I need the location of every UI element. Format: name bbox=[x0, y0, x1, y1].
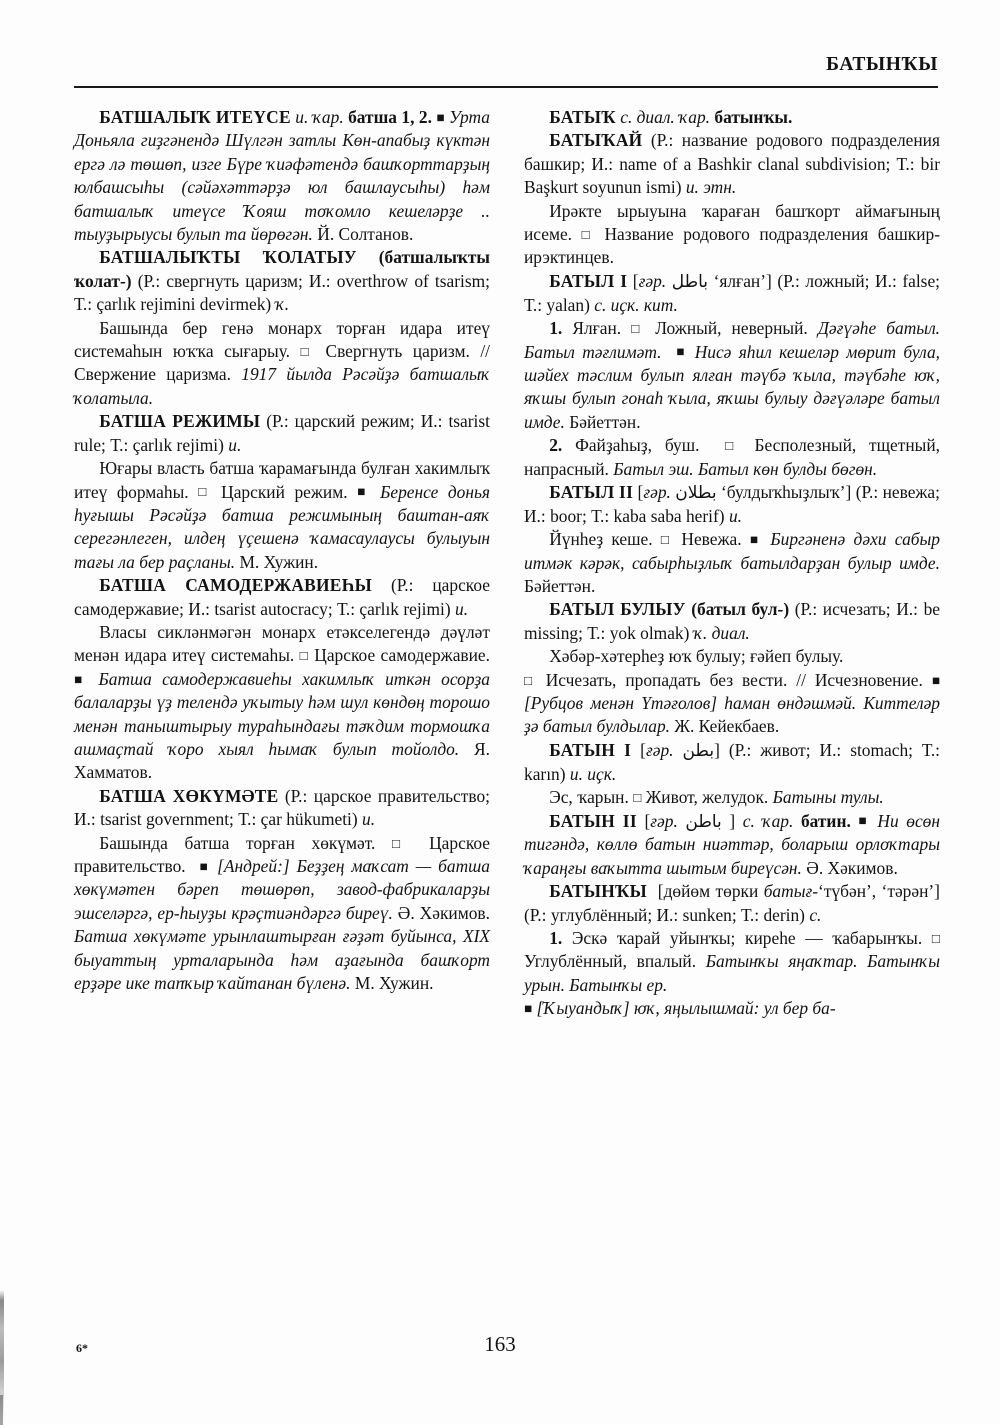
etymology-meaning: ‘булдыҡһыҙлыҡ’ bbox=[721, 481, 846, 502]
grammar-label: с. ҡар. bbox=[742, 810, 794, 831]
headword: БАТЫЛ I bbox=[549, 270, 628, 291]
definition-bashkir: Эскә ҡарай уйынҡы; киреһе — ҡабарынҡы. bbox=[571, 928, 923, 949]
grammar-label: с. диал. ҡар. bbox=[620, 107, 711, 127]
grammar-label: ҡ. диал. bbox=[693, 622, 750, 643]
definition-russian: Царский режим. bbox=[221, 481, 348, 502]
translation-glosses: (Р.: невежа; И.: boor; Т.: kaba saba herif) bbox=[524, 481, 940, 526]
translation-glosses: (Р.: царское правительство; И.: tsarist government; Т.: çar hükumeti) bbox=[74, 785, 490, 830]
grammar-label: и. bbox=[728, 505, 743, 526]
definition-bashkir: Йүнһеҙ кеше. bbox=[549, 529, 653, 550]
open-square-icon bbox=[582, 224, 595, 244]
entry-batyl-1-head: БАТЫЛ I [ғәр. باطل ‘ялған’] (Р.: ложный; И.: false; Т.: yalan) с. иҫк. кит. bbox=[524, 270, 940, 315]
entry-batynky-illustration bbox=[524, 997, 940, 1020]
source-attribution-2: М. Хужин. bbox=[354, 973, 434, 994]
right-column bbox=[524, 106, 940, 1021]
entry-batyl-2-body bbox=[524, 528, 940, 598]
illustration-quote-1: [Андрей:] Беҙҙең маҡсат — батша хөкүмәтен бәреп төшөрөп, завод-фабрикаларҙы эшселәргә, ер-һыуҙы крәҫтиәндәргә биреү. bbox=[74, 856, 491, 923]
filled-square-icon bbox=[199, 856, 210, 876]
example-phrase: Батыны тулы. bbox=[772, 787, 884, 808]
definition-bashkir: Башында батша торған хөкүмәт. bbox=[99, 832, 376, 853]
headword: БАТЫН II bbox=[549, 810, 637, 831]
filled-square-icon bbox=[436, 107, 444, 127]
filled-square-icon bbox=[524, 998, 532, 1018]
grammar-label: и. этн. bbox=[685, 177, 737, 198]
definition-bashkir: Власы сикләнмәгән монарх етәкселегендә дәүләт менән идара итеү системаһы. bbox=[74, 621, 490, 666]
entry-batsha-samoderzhavie-head bbox=[74, 574, 490, 621]
grammar-label: и. ҡар. bbox=[295, 107, 344, 127]
definition-russian: Невежа. bbox=[681, 529, 742, 550]
definition-russian: Углублённый, впалый. bbox=[524, 951, 697, 972]
entry-batyn-1-head: БАТЫН I [ғәр. بطن] (Р.: живот; И.: stomach; Т.: karın) и. иҫк. bbox=[524, 739, 940, 784]
illustration-quote: Беренсе донья һуғышы Рәсәйҙә батша режимының баштан-аяҡ серегәнлеген, илдең үҫешенә ҡамасаулаусы булыуын тағы ла бер раҫланы. bbox=[74, 481, 491, 572]
translation-glosses: (Р.: царский режим; И.: tsarist rule; Т.: çarlık rejimi) bbox=[74, 411, 490, 455]
cross-reference: батынҡы. bbox=[714, 107, 793, 127]
definition-russian: Ложный, неверный. bbox=[655, 318, 808, 339]
headword: БАТЫНҠЫ bbox=[549, 881, 647, 902]
definition-bashkir: Ирәкте ырыуына ҡараған башҡорт аймағының исеме. bbox=[524, 200, 940, 245]
translation-glosses: (Р.: исчезать; И.: be missing; Т.: yok olmak) bbox=[524, 599, 940, 643]
definition-bashkir: Хәбәр-хәтерһеҙ юҡ булыу; ғәйеп булыу. bbox=[549, 646, 844, 667]
entry-batsha-samoderzhavie-body bbox=[74, 621, 490, 785]
etymology-arabic-script: بطن bbox=[682, 740, 715, 761]
source-attribution: Й. Солтанов. bbox=[317, 224, 414, 245]
grammar-label: с. иҫк. кит. bbox=[594, 294, 678, 315]
sense-number: 1. bbox=[549, 928, 563, 949]
entry-batyl-2-head: БАТЫЛ II [ғәр. بطلان ‘булдыҡһыҙлыҡ’] (Р.: невежа; И.: boor; Т.: kaba saba herif) и. bbox=[524, 481, 940, 526]
etymology-arabic-script: باطل bbox=[671, 271, 709, 292]
etymology-language-label: ғәр. bbox=[645, 739, 674, 760]
source-attribution: М. Хужин. bbox=[239, 551, 319, 572]
entry-batyl-buluyu-body bbox=[524, 645, 940, 668]
etymology-meaning: ‘ялған’ bbox=[713, 270, 767, 291]
entry-batykay-body bbox=[524, 200, 940, 270]
filled-square-icon bbox=[750, 529, 762, 549]
grammar-label: и. bbox=[362, 809, 376, 830]
sense-number: 2. bbox=[549, 435, 563, 456]
illustration-quote: [Рубцов менән Үтәғолов] һаман өндәшмәй. Киттеләр ҙә батыл булдылар. bbox=[524, 693, 940, 737]
translation-glosses: (Р.: живот; И.: stomach; Т.: karın) bbox=[524, 739, 940, 784]
entry-batsha-rezhimy-head bbox=[74, 410, 490, 457]
headword: БАТЫЛ II bbox=[549, 481, 634, 502]
verb-stem: (батшалыҡты ҡолат-) bbox=[74, 247, 490, 291]
translation-glosses: (Р.: царское самодержавие; И.: tsarist autocracy; Т.: çarlık rejimi) bbox=[74, 575, 490, 619]
definition-bashkir: Юғары власть батша ҡарамағында булған хакимлыҡ итеү формаһы. bbox=[74, 458, 490, 502]
entry-batshalykty-kolatyu-body bbox=[74, 317, 490, 411]
filled-square-icon bbox=[74, 669, 88, 689]
open-square-icon bbox=[392, 833, 412, 853]
translation-glosses: (Р.: свергнуть царизм; И.: overthrow of tsarism; Т.: çarlık rejimini devirmek) bbox=[74, 270, 490, 315]
entry-batyk bbox=[524, 106, 940, 129]
illustration-quote: Биргәненә дәхи сабыр итмәк кәрәк, сабырһыҙлыҡ батылдарҙан булыр имде. bbox=[524, 529, 940, 573]
etymology-language-label: ғәр. bbox=[643, 481, 671, 502]
headword: БАТША САМОДЕРЖАВИЕҺЫ bbox=[99, 575, 372, 596]
filled-square-icon bbox=[676, 342, 687, 362]
etymology-arabic-script: بطلان bbox=[675, 482, 717, 503]
cross-reference: батша 1, 2. bbox=[348, 107, 432, 127]
illustration-quote: Ни өсөн тигәндә, көллө батын ниәттәр, боларыш орлоҡтары ҡараңғы ваҡытта шытым биреүсән. bbox=[524, 810, 940, 878]
headword: БАТША ХӨКҮМӘТЕ bbox=[99, 785, 279, 806]
entry-batynky-head: БАТЫНҠЫ [дөйөм төрки батығ-‘түбән’, ‘тәрән’] (Р.: углублённый; И.: sunken; Т.: derin) с. bbox=[524, 881, 940, 925]
example-phrase: Батыл эш. Батыл көн булды бөгөн. bbox=[613, 458, 878, 479]
source-attribution: Ә. Хәкимов. bbox=[806, 857, 898, 878]
example-phrase: 1917 йылда Рәсәйҙә батшалыҡ ҡолатыла. bbox=[74, 364, 490, 408]
source-attribution-1: Ә. Хәкимов. bbox=[397, 902, 490, 923]
open-square-icon bbox=[300, 645, 309, 665]
open-square-icon bbox=[932, 928, 940, 948]
entry-batyl-buluyu-head bbox=[524, 598, 940, 645]
scan-edge-artifact-lower bbox=[0, 1395, 3, 1425]
filled-square-icon bbox=[357, 482, 370, 502]
grammar-label: и. bbox=[455, 598, 469, 619]
entry-batshalyk-iteuse bbox=[74, 106, 490, 246]
example-phrase: Батынҡы яңаҡтар. Батынҡы урын. Батынҡы ер. bbox=[524, 951, 940, 995]
grammar-label: ҡ. bbox=[275, 294, 290, 315]
open-square-icon bbox=[631, 318, 645, 338]
etymology-form: батығ- bbox=[763, 881, 819, 902]
translation-glosses: (Р.: название родового подразделения башкир; И.: name of a Bashkir clanal subdivision; Т.: bir Başkurt soyunun ismi) bbox=[524, 130, 940, 198]
source-attribution: Бәйеттән. bbox=[524, 576, 596, 597]
definition-russian: Название родового подразделения башкир-ирэктинцев. bbox=[524, 224, 940, 268]
grammar-label: и. иҫк. bbox=[569, 763, 617, 784]
open-square-icon bbox=[301, 341, 315, 361]
entry-batykay-head bbox=[524, 129, 940, 199]
entry-batyl-1-sense-1 bbox=[524, 317, 940, 434]
definition-bashkir: Ялған. bbox=[572, 318, 622, 339]
verb-stem: (батыл бул-) bbox=[691, 599, 790, 620]
entry-batsha-hokumate-head bbox=[74, 785, 490, 832]
translation-glosses: (Р.: углублённый; И.: sunken; Т.: derin) bbox=[524, 904, 805, 925]
open-square-icon bbox=[725, 435, 742, 455]
filled-square-icon bbox=[932, 670, 940, 690]
filled-square-icon bbox=[858, 811, 869, 831]
etymology-meaning: ‘түбән’, ‘тәрән’ bbox=[818, 881, 935, 902]
definition-bashkir: Эс, ҡарын. bbox=[549, 787, 629, 808]
translation-glosses: (Р.: ложный; И.: false; Т.: yalan) bbox=[524, 270, 940, 315]
source-attribution: Я. Хамматов. bbox=[74, 738, 490, 783]
cross-reference: батин. bbox=[800, 810, 851, 831]
entry-batynky-sense-1 bbox=[524, 927, 940, 997]
headword: БАТЫҠ bbox=[549, 107, 616, 127]
headword: БАТЫЛ БУЛЫУ bbox=[549, 599, 686, 620]
definition-russian: Бесполезный, тщетный, напрасный. bbox=[524, 435, 940, 479]
definition-russian: Живот, желудок. bbox=[645, 787, 769, 808]
page-number: 163 bbox=[484, 1332, 516, 1356]
definition-bashkir: Файҙаһыҙ, буш. bbox=[575, 435, 700, 456]
definition-russian: Царское самодержавие. bbox=[314, 645, 490, 666]
etymology-arabic-script: باطن bbox=[685, 811, 722, 832]
illustration-quote: Урта Доньяла гиҙгәнендә Шүлгән затлы Көн-апабыҙ күктән ергә лә төшөп, изге Бүре ҡиәфәтендә башҡорттарҙың юлбашсыһы (сәйәхәттәрҙә юл башлаусыһы) һәм батшалыҡ итеүсе Ҡояш тоҡомло кешеләрҙе .. тыуҙырыусы булып та йөрөгән. bbox=[74, 107, 490, 245]
illustration-quote: Нисә яһил кешеләр мөрит була, шәйех тәслим булып ялған тәүбә ҡыла, тәүбәһе юҡ, яҡшы булып гонаһ ҡыла, яҡшы булыу дәғүәләре батыл имде. bbox=[524, 341, 940, 432]
illustration-quote: Батша самодержавиеһы хакимлыҡ иткән осорҙа балаларҙы үҙ телендә уҡытыу һәм шул көндөң торошо менән таныштырыу тураһындағы тәҡдим тормошҡа ашмаҫтай ҡоро хыял һымаҡ булып тойолдо. bbox=[74, 668, 491, 759]
open-square-icon bbox=[524, 670, 537, 690]
entry-batyn-1-body bbox=[524, 786, 940, 809]
entry-batshalykty-kolatyu-head bbox=[74, 246, 490, 316]
entry-batyl-buluyu-russian bbox=[524, 669, 940, 739]
entry-batyn-2: БАТЫН II [ғәр. باطن ] с. ҡар. батин. ■ Ни өсөн тигәндә, көллө батын ниәттәр, боларыш орлоҡтары ҡараңғы ваҡытта шытым биреүсән. Ә. Хәкимов. bbox=[524, 810, 940, 881]
illustration-quote: [Ҡыуандыҡ] юҡ, яңылышмай: ул бер ба- bbox=[536, 998, 836, 1019]
definition-russian: Свергнуть царизм. // Свержение царизма. bbox=[74, 341, 490, 385]
open-square-icon bbox=[198, 482, 211, 502]
entry-batyl-1-sense-2 bbox=[524, 434, 940, 481]
grammar-label: и. bbox=[228, 434, 242, 455]
entry-batsha-rezhimy-body bbox=[74, 457, 490, 574]
headword: БАТЫҠАЙ bbox=[549, 130, 643, 151]
signature-mark: 6* bbox=[76, 1341, 88, 1355]
example-phrase: Дәғүәһе батыл. Батыл тәғлимәт. bbox=[524, 318, 941, 362]
grammar-label: с. bbox=[809, 904, 822, 925]
source-attribution: Ж. Кейекбаев. bbox=[674, 716, 780, 737]
headword: БАТШАЛЫҠТЫ ҠОЛАТЫУ bbox=[99, 247, 357, 268]
etymology-language-label: ғәр. bbox=[638, 270, 667, 291]
sense-number: 1. bbox=[549, 318, 563, 339]
open-square-icon bbox=[661, 529, 673, 549]
text-columns bbox=[74, 106, 940, 1021]
headword: БАТША РЕЖИМЫ bbox=[99, 411, 261, 432]
illustration-quote-2: Батша хөкүмәте урынлаштырған ғәҙәт буйынса, XIX быуаттың урталарында һәм аҙағында башҡорт ерҙәре ике тапҡыр ҡайтанан бүленә. bbox=[74, 926, 490, 994]
headword: БАТЫН I bbox=[549, 739, 632, 760]
entry-batsha-hokumate-body bbox=[74, 832, 490, 996]
headword: БАТШАЛЫҠ ИТЕҮСЕ bbox=[99, 107, 291, 127]
left-column bbox=[74, 106, 490, 1021]
definition-bashkir: Башында бер генә монарх торған идара итеү системаһын юҡҡа сығарыу. bbox=[74, 317, 490, 362]
source-attribution: Бәйеттән. bbox=[569, 411, 641, 432]
etymology-language-label: ғәр. bbox=[650, 810, 678, 831]
definition-russian: Царское правительство. bbox=[74, 832, 491, 876]
running-head-rule bbox=[74, 86, 938, 88]
open-square-icon bbox=[633, 787, 641, 807]
definition-russian: Исчезать, пропадать без вести. // Исчезновение. bbox=[545, 669, 923, 690]
etymology-language-label: дөйөм төрки bbox=[663, 881, 759, 902]
running-head: БАТЫНҠЫ bbox=[826, 54, 938, 75]
